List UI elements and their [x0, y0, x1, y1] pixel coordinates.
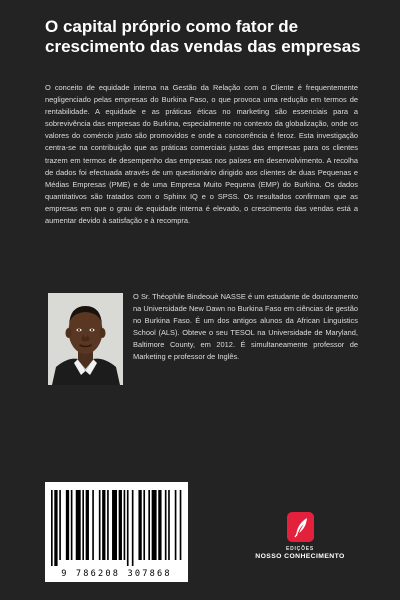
isbn-barcode — [45, 482, 188, 582]
author-bio: O Sr. Théophile Bindeouè NASSE é um estudante de doutoramento na Universidade New Dawn no Burkina Faso em ciências de gestão no Burkina Faso. É um dos antigos alunos da African Linguistics School (ALS). Obteve o seu TESOL na Universidade de Maryland, Baltimore County, em 2012. É simultaneamente professor de Marketing e professor de Inglês. — [133, 292, 358, 362]
isbn-digits: 9 786208 307868 — [61, 569, 172, 579]
book-abstract: O conceito de equidade interna na Gestão da Relação com o Cliente é frequentemente negligenciado pelas empresas do Burkina Faso, o que provoca uma redução em termos de rentabilidade. A equidade e as práticas éticas no marketing são essenciais para a sobrevivência das empresas do Burkina, especialmente no contexto da globalização, onde os valores do comércio justo são promovidos e onde a concorrência é feroz. Esta investigação centra-se na contribuição que as práticas comerciais justas das empresas para os clientes trazem em termos de desempenho das empresas nos países em desenvolvimento. A recolha de dados foi efectuada através de um questionário dirigido aos clientes de duas Pequenas e Médias Empresas (PME) e de uma Empresa Muito Pequena (EMP) do Burkina. Os dados quantitativos são tratados com o Sphinx IQ e o SPSS. Os resultados confirmam que as empresas em que o grau de equidade interna é elevado, o crescimento das vendas está a aumentar devido à satisfação e à recompra. — [45, 83, 358, 226]
publisher-mark — [255, 512, 345, 560]
book-title: O capital próprio como fator de crescimento das vendas das empresas — [45, 17, 361, 56]
barcode-bars — [45, 482, 188, 568]
quill-feather-icon — [287, 512, 314, 542]
publisher-line-2: NOSSO CONHECIMENTO — [255, 553, 345, 560]
publisher-line-1: EDIÇÕES — [285, 546, 315, 552]
author-photo — [48, 293, 123, 385]
author-portrait-icon — [48, 293, 123, 385]
